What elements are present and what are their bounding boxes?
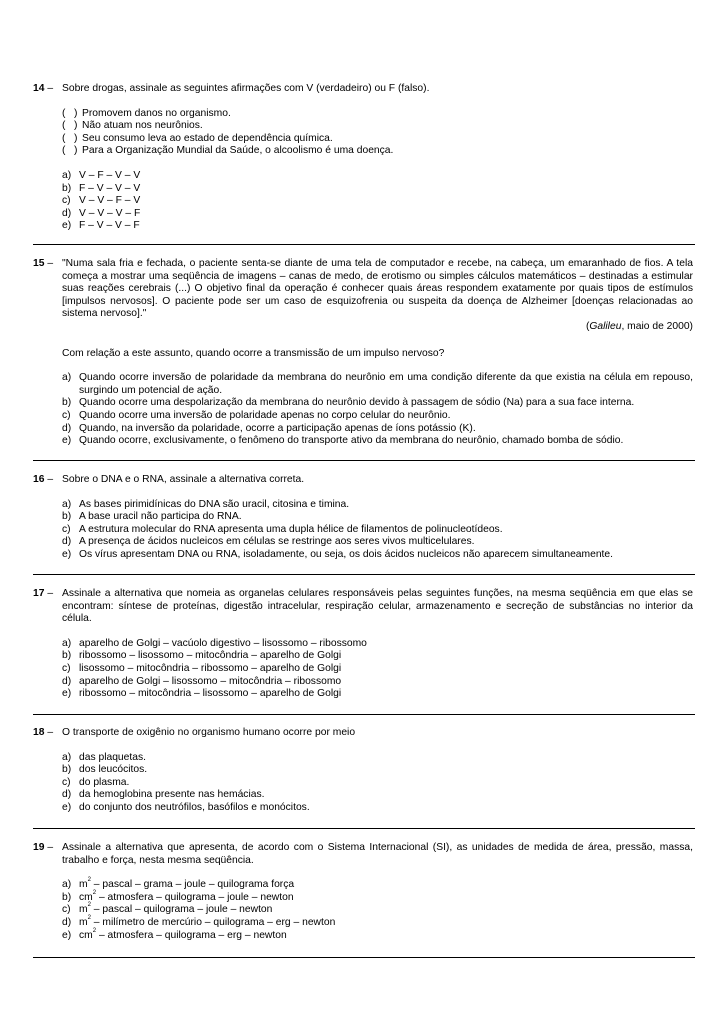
question-number: 18 – <box>33 727 54 738</box>
question-number: 19 – <box>33 842 54 853</box>
option-list <box>62 372 693 448</box>
question-18 <box>33 727 693 815</box>
statement-item[interactable]: ( ) Seu consumo leva ao estado de dependência química. <box>62 132 333 144</box>
option-e[interactable]: e) ribossomo – mitocôndria – lisossomo – aparelho de Golgi <box>62 688 342 700</box>
question-16 <box>33 474 693 562</box>
question-stem: Com relação a este assunto, quando ocorre a transmissão de um impulso nervoso? <box>62 347 445 359</box>
option-d[interactable]: d) $m^2$ – milímetro de mercúrio – quilograma – erg – newton <box>62 914 336 928</box>
divider <box>33 828 695 829</box>
option-e[interactable]: e) $cm^2$ – atmosfera – quilograma – erg – newton <box>62 927 287 941</box>
option-d[interactable]: d) da hemoglobina presente nas hemácias. <box>62 789 265 801</box>
passage-text: "Numa sala fria e fechada, o paciente senta-se diante de uma tela de computador e recebe, na cabeça, um emaranhado de fios. A tela começa a mostrar uma seqüência de imagens – canas de medo, de erotismo ou simples cálculos matemáticos – destinadas a estimular suas reações cerebrais (...) O objetivo final da operação é conhecer quais áreas respondem exatamente por quais tipos de estímulos [impulsos nervosos]. O paciente pode ser um caso de esquizofrenia ou suspeita da doença de Alzheimer [doenças relacionadas ao sistema nervoso]." <box>62 258 693 320</box>
option-c[interactable]: c) $m^2$ – pascal – quilograma – joule – newton <box>62 902 273 916</box>
option-e[interactable]: e) do conjunto dos neutrófilos, basófilos e monócitos. <box>62 801 310 813</box>
option-a[interactable]: a) aparelho de Golgi – vacúolo digestivo – lisossomo – ribossomo <box>62 637 367 649</box>
question-17 <box>33 588 693 701</box>
divider <box>33 574 695 575</box>
option-a[interactable]: a) As bases pirimidínicas do DNA são uracil, citosina e timina. <box>62 498 350 510</box>
option-c[interactable]: c) Quando ocorre uma inversão de polaridade apenas no corpo celular do neurônio. <box>62 409 451 421</box>
question-number: 17 – <box>33 588 54 599</box>
question-number: 16 – <box>33 474 54 485</box>
statement-list <box>62 108 693 158</box>
option-e[interactable]: e) F – V – V – F <box>62 220 140 232</box>
option-d[interactable]: d) V – V – V – F <box>62 207 141 219</box>
option-d[interactable]: d) A presença de ácidos nucleicos em células se restringe aos seres vivos multicelulares. <box>62 536 475 548</box>
option-a[interactable]: a) das plaquetas. <box>62 751 146 763</box>
question-14 <box>33 83 693 233</box>
option-b[interactable]: b) dos leucócitos. <box>62 764 148 776</box>
question-number: 15 – <box>33 258 54 269</box>
option-b[interactable]: b) $cm^2$ – atmosfera – quilograma – joule – newton <box>62 889 294 903</box>
option-list <box>62 170 693 233</box>
question-number: 14 – <box>33 83 54 94</box>
question-stem: Sobre drogas, assinale as seguintes afirmações com V (verdadeiro) ou F (falso). <box>62 83 430 94</box>
option-list <box>62 499 693 562</box>
question-stem: Assinale a alternativa que nomeia as organelas celulares responsáveis pelas seguintes funções, na mesma seqüência em que elas se encontram: síntese de proteínas, digestão intracelular, respiração celular, armazenamento e secreção de substâncias no interior da célula. <box>62 588 693 625</box>
option-list <box>62 752 693 815</box>
option-b[interactable]: b) F – V – V – V <box>62 182 141 194</box>
option-list <box>62 879 693 942</box>
option-a[interactable]: a) V – F – V – V <box>62 169 141 181</box>
option-c[interactable]: c) lisossomo – mitocôndria – ribossomo – aparelho de Golgi <box>62 662 342 674</box>
question-stem: Sobre o DNA e o RNA, assinale a alternativa correta. <box>62 474 305 485</box>
option-c[interactable]: c) V – V – F – V <box>62 195 141 207</box>
option-a[interactable]: a) $m^2$ – pascal – grama – joule – quilograma força <box>62 877 295 891</box>
option-d[interactable]: d) aparelho de Golgi – lisossomo – mitocôndria – ribossomo <box>62 675 342 687</box>
question-stem: Assinale a alternativa que apresenta, de acordo com o Sistema Internacional (SI), as unidades de medida de área, pressão, massa, trabalho e força, nesta mesma seqüência. <box>62 842 693 866</box>
option-b[interactable]: b) ribossomo – lisossomo – mitocôndria – aparelho de Golgi <box>62 650 342 662</box>
statement-item[interactable]: ( ) Para a Organização Mundial da Saúde, o alcoolismo é uma doença. <box>62 145 394 157</box>
option-b[interactable]: b) Quando ocorre uma despolarização da membrana do neurônio devido à passagem de sódio (Na) para a sua face interna. <box>62 397 635 409</box>
option-e[interactable]: e) Quando ocorre, exclusivamente, o fenômeno do transporte ativo da membrana do neurônio, chamado bomba de sódio. <box>62 435 624 447</box>
question-15 <box>33 258 693 448</box>
passage-source: (Galileu, maio de 2000) <box>585 320 693 332</box>
divider <box>33 244 695 245</box>
option-list <box>62 638 693 701</box>
option-d[interactable]: d) Quando, na inversão da polaridade, ocorre a participação apenas de íons potássio (K). <box>62 422 476 434</box>
divider <box>33 957 695 958</box>
option-b[interactable]: b) A base uracil não participa do RNA. <box>62 511 242 523</box>
question-stem: O transporte de oxigênio no organismo humano ocorre por meio <box>62 727 356 738</box>
option-e[interactable]: e) Os vírus apresentam DNA ou RNA, isoladamente, ou seja, os dois ácidos nucleicos não aparecem simultaneamente. <box>62 548 613 560</box>
option-c[interactable]: c) do plasma. <box>62 776 130 788</box>
option-a[interactable]: a) Quando ocorre inversão de polaridade da membrana do neurônio em uma condição diferente da que existia na célula em repouso, surgindo um potencial de ação. <box>62 372 693 396</box>
statement-item[interactable]: ( ) Não atuam nos neurônios. <box>62 120 203 132</box>
statement-item[interactable]: ( ) Promovem danos no organismo. <box>62 107 231 119</box>
divider <box>33 714 695 715</box>
divider <box>33 460 695 461</box>
option-c[interactable]: c) A estrutura molecular do RNA apresenta uma dupla hélice de filamentos de polinucleotídeos. <box>62 523 503 535</box>
question-19 <box>33 842 693 942</box>
